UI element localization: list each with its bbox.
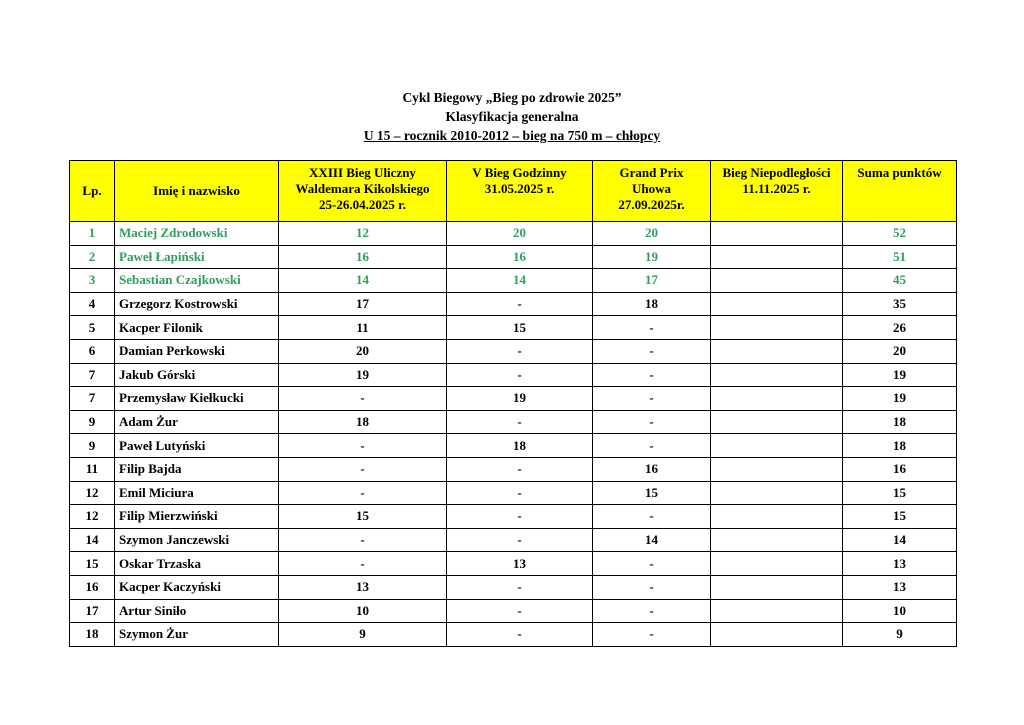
table-row [70, 505, 957, 529]
table-row [70, 292, 957, 316]
cell-name: Kacper Kaczyński [115, 575, 279, 599]
table-row [70, 222, 957, 246]
cell-sum: 16 [843, 457, 957, 481]
cell-lp: 14 [70, 528, 115, 552]
cell-race2: - [447, 528, 593, 552]
header-name: Imię i nazwisko [115, 161, 279, 222]
cell-race3: - [593, 387, 711, 411]
cell-sum: 20 [843, 339, 957, 363]
results-table [69, 160, 957, 647]
cell-race3: - [593, 434, 711, 458]
cell-race3: - [593, 363, 711, 387]
table-row [70, 623, 957, 647]
cell-sum: 18 [843, 434, 957, 458]
cell-race1: 9 [279, 623, 447, 647]
cell-race2: 19 [447, 387, 593, 411]
cell-name: Jakub Górski [115, 363, 279, 387]
cell-race1: - [279, 434, 447, 458]
table-header [70, 161, 957, 222]
cell-race3: 15 [593, 481, 711, 505]
cell-race3: - [593, 410, 711, 434]
cell-race4 [711, 552, 843, 576]
cell-sum: 19 [843, 387, 957, 411]
cell-race4 [711, 481, 843, 505]
cell-race3: 14 [593, 528, 711, 552]
table-row [70, 410, 957, 434]
document-subtitle: Klasyfikacja generalna [445, 109, 579, 124]
cell-race2: - [447, 623, 593, 647]
cell-race2: 13 [447, 552, 593, 576]
cell-race1: 13 [279, 575, 447, 599]
cell-race2: - [447, 505, 593, 529]
cell-race3: 18 [593, 292, 711, 316]
table-row [70, 481, 957, 505]
cell-lp: 5 [70, 316, 115, 340]
cell-sum: 13 [843, 575, 957, 599]
cell-race4 [711, 245, 843, 269]
cell-race2: 15 [447, 316, 593, 340]
cell-name: Szymon Janczewski [115, 528, 279, 552]
cell-race3: - [593, 623, 711, 647]
cell-race4 [711, 316, 843, 340]
cell-lp: 16 [70, 575, 115, 599]
cell-sum: 51 [843, 245, 957, 269]
cell-sum: 18 [843, 410, 957, 434]
cell-race2: 16 [447, 245, 593, 269]
cell-name: Przemysław Kiełkucki [115, 387, 279, 411]
cell-race1: - [279, 457, 447, 481]
table-row [70, 457, 957, 481]
table-row [70, 599, 957, 623]
cell-lp: 6 [70, 339, 115, 363]
cell-race4 [711, 410, 843, 434]
cell-name: Paweł Lutyński [115, 434, 279, 458]
header-race2 [447, 161, 593, 222]
cell-race4 [711, 575, 843, 599]
cell-name: Damian Perkowski [115, 339, 279, 363]
cell-sum: 15 [843, 481, 957, 505]
header-race3-line1: Grand Prix [619, 165, 684, 180]
cell-race2: - [447, 457, 593, 481]
cell-race3: - [593, 505, 711, 529]
cell-race1: 18 [279, 410, 447, 434]
header-race1-line3: 25-26.04.2025 r. [319, 197, 406, 212]
header-race1 [279, 161, 447, 222]
table-body [70, 222, 957, 647]
header-sum: Suma punktów [843, 161, 957, 222]
cell-race3: 17 [593, 269, 711, 293]
cell-race1: 16 [279, 245, 447, 269]
table-row [70, 552, 957, 576]
cell-sum: 26 [843, 316, 957, 340]
header-race1-line2: Waldemara Kikolskiego [295, 181, 430, 196]
cell-race1: - [279, 552, 447, 576]
cell-lp: 9 [70, 434, 115, 458]
cell-race4 [711, 269, 843, 293]
document-title: Cykl Biegowy „Bieg po zdrowie 2025” [402, 90, 622, 105]
cell-race4 [711, 387, 843, 411]
cell-sum: 9 [843, 623, 957, 647]
cell-race1: 12 [279, 222, 447, 246]
cell-race1: 20 [279, 339, 447, 363]
cell-race3: 16 [593, 457, 711, 481]
cell-race1: 14 [279, 269, 447, 293]
cell-race2: - [447, 363, 593, 387]
header-race4-line2: 11.11.2025 r. [742, 181, 811, 196]
cell-name: Adam Żur [115, 410, 279, 434]
cell-race2: 20 [447, 222, 593, 246]
cell-lp: 3 [70, 269, 115, 293]
cell-race3: - [593, 316, 711, 340]
cell-sum: 19 [843, 363, 957, 387]
cell-name: Sebastian Czajkowski [115, 269, 279, 293]
cell-lp: 18 [70, 623, 115, 647]
cell-sum: 35 [843, 292, 957, 316]
cell-lp: 12 [70, 481, 115, 505]
cell-name: Grzegorz Kostrowski [115, 292, 279, 316]
document-header [0, 88, 1024, 145]
cell-race1: 10 [279, 599, 447, 623]
header-race3-line2: Uhowa [631, 181, 671, 196]
cell-race4 [711, 623, 843, 647]
cell-race4 [711, 292, 843, 316]
cell-race2: - [447, 410, 593, 434]
header-race3-line3: 27.09.2025r. [618, 197, 685, 212]
table-row [70, 316, 957, 340]
cell-race4 [711, 363, 843, 387]
cell-lp: 11 [70, 457, 115, 481]
table-row [70, 434, 957, 458]
cell-race3: - [593, 599, 711, 623]
cell-race3: - [593, 339, 711, 363]
header-race2-line2: 31.05.2025 r. [484, 181, 555, 196]
cell-race2: - [447, 292, 593, 316]
cell-lp: 7 [70, 363, 115, 387]
cell-sum: 13 [843, 552, 957, 576]
cell-sum: 52 [843, 222, 957, 246]
table-row [70, 245, 957, 269]
cell-name: Filip Bajda [115, 457, 279, 481]
cell-race1: - [279, 387, 447, 411]
header-race1-line1: XXIII Bieg Uliczny [309, 165, 416, 180]
cell-race3: 19 [593, 245, 711, 269]
cell-race1: 11 [279, 316, 447, 340]
header-race3 [593, 161, 711, 222]
cell-lp: 9 [70, 410, 115, 434]
cell-race2: - [447, 339, 593, 363]
cell-sum: 10 [843, 599, 957, 623]
cell-lp: 12 [70, 505, 115, 529]
cell-race1: - [279, 528, 447, 552]
cell-race3: - [593, 575, 711, 599]
cell-race4 [711, 339, 843, 363]
cell-sum: 45 [843, 269, 957, 293]
cell-sum: 14 [843, 528, 957, 552]
table-row [70, 363, 957, 387]
cell-race2: 18 [447, 434, 593, 458]
cell-name: Artur Siniło [115, 599, 279, 623]
cell-lp: 1 [70, 222, 115, 246]
cell-race3: - [593, 552, 711, 576]
cell-race4 [711, 599, 843, 623]
cell-race1: 15 [279, 505, 447, 529]
table-row [70, 269, 957, 293]
table-row [70, 528, 957, 552]
cell-lp: 2 [70, 245, 115, 269]
cell-name: Emil Miciura [115, 481, 279, 505]
cell-race2: - [447, 575, 593, 599]
cell-name: Szymon Żur [115, 623, 279, 647]
cell-race3: 20 [593, 222, 711, 246]
table-row [70, 339, 957, 363]
cell-race1: 17 [279, 292, 447, 316]
cell-lp: 15 [70, 552, 115, 576]
cell-race4 [711, 528, 843, 552]
cell-race4 [711, 434, 843, 458]
cell-race2: - [447, 481, 593, 505]
cell-sum: 15 [843, 505, 957, 529]
header-race4-line1: Bieg Niepodległości [722, 165, 831, 180]
table-row [70, 575, 957, 599]
header-race4 [711, 161, 843, 222]
header-row [70, 161, 957, 222]
cell-name: Oskar Trzaska [115, 552, 279, 576]
cell-name: Paweł Łapiński [115, 245, 279, 269]
cell-lp: 17 [70, 599, 115, 623]
header-race2-line1: V Bieg Godzinny [472, 165, 567, 180]
cell-race4 [711, 222, 843, 246]
category-line: U 15 – rocznik 2010-2012 – bieg na 750 m – chłopcy [363, 128, 661, 143]
cell-lp: 7 [70, 387, 115, 411]
cell-race2: 14 [447, 269, 593, 293]
cell-race1: - [279, 481, 447, 505]
cell-lp: 4 [70, 292, 115, 316]
cell-name: Kacper Filonik [115, 316, 279, 340]
header-lp: Lp. [70, 161, 115, 222]
cell-race1: 19 [279, 363, 447, 387]
cell-name: Filip Mierzwiński [115, 505, 279, 529]
table-row [70, 387, 957, 411]
cell-race2: - [447, 599, 593, 623]
cell-race4 [711, 505, 843, 529]
cell-race4 [711, 457, 843, 481]
cell-name: Maciej Zdrodowski [115, 222, 279, 246]
